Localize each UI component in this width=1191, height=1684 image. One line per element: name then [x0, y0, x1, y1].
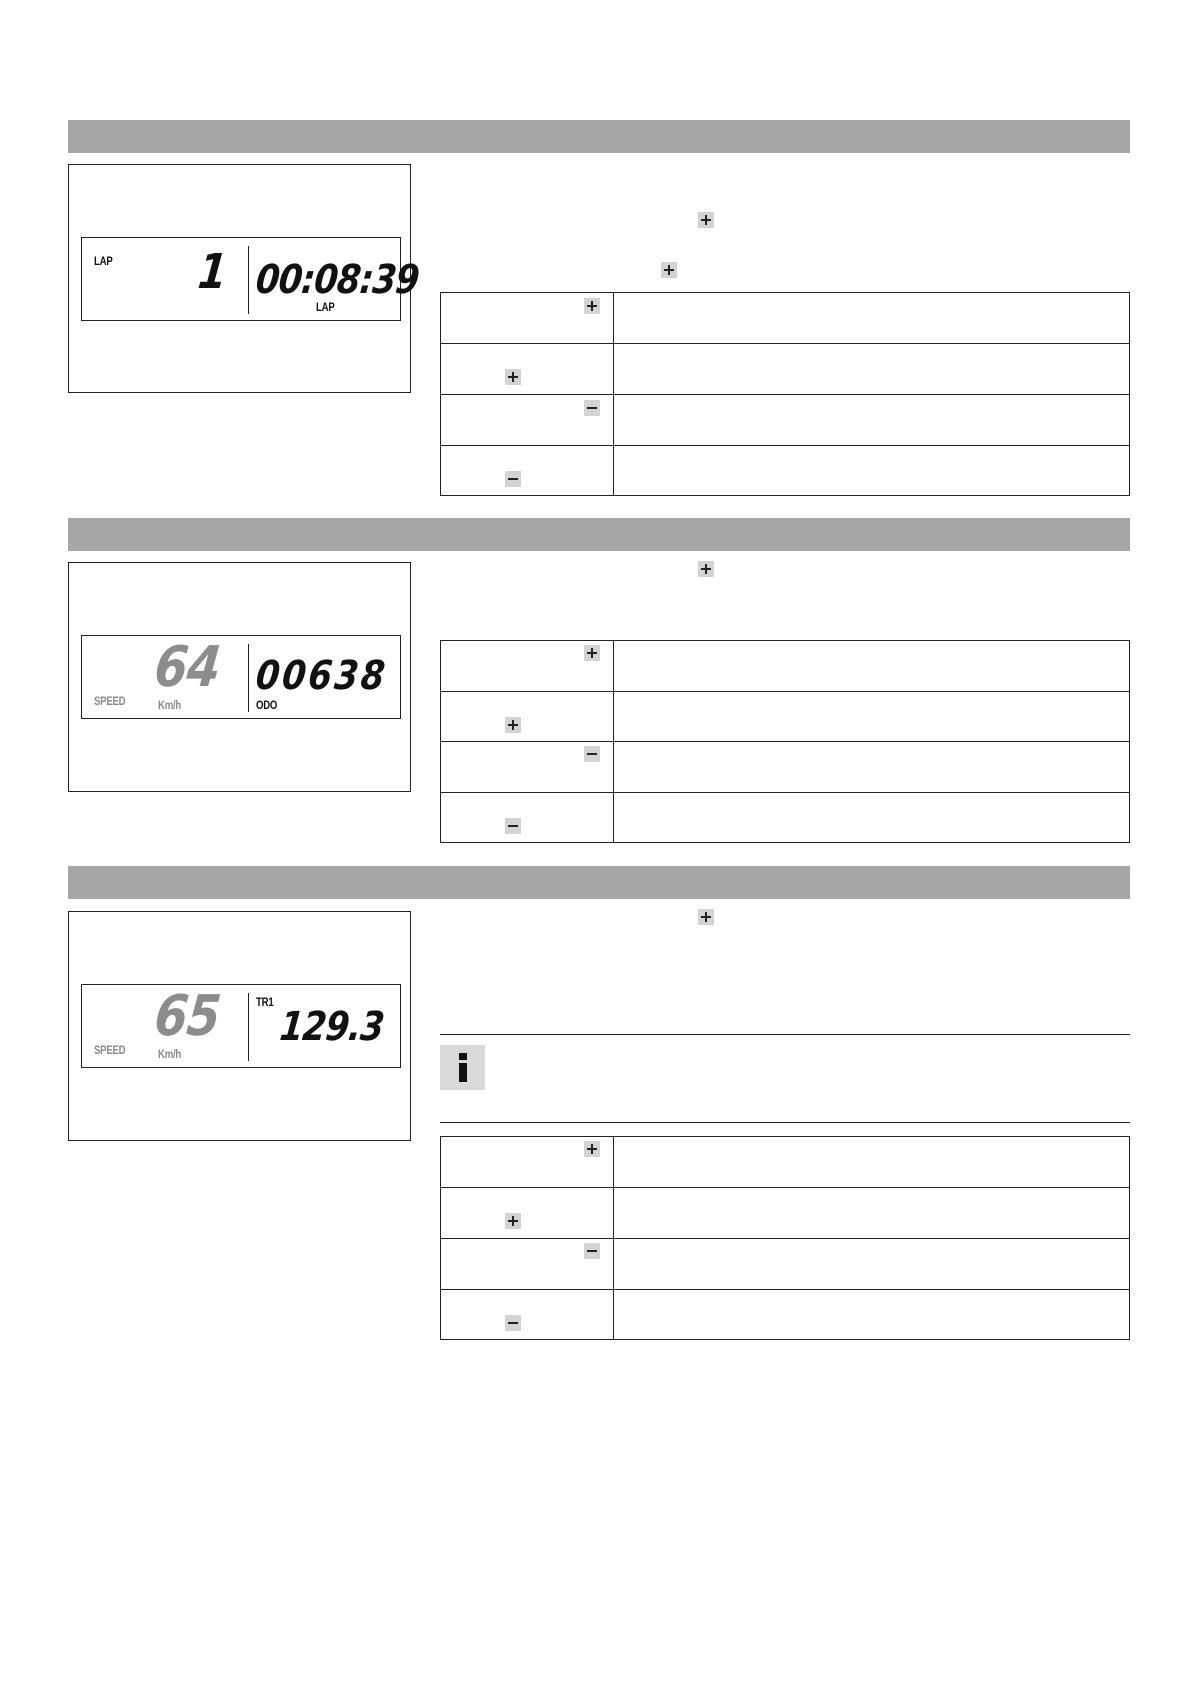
lap-mode-label: LAP	[94, 254, 113, 268]
speed-label: SPEED	[94, 1043, 126, 1057]
speed-unit-label: Km/h	[158, 698, 182, 712]
lap-time: 00:08:39	[253, 257, 421, 303]
table-row	[441, 1239, 1129, 1290]
key-function-table-3	[440, 1136, 1130, 1340]
lap-time-label: LAP	[316, 300, 335, 314]
minus-key-icon	[505, 818, 521, 834]
table-row	[441, 692, 1129, 742]
minus-key-icon	[584, 400, 600, 416]
key-function-table-2	[440, 640, 1130, 843]
display-figure-odo	[68, 562, 411, 792]
speed-unit-label: Km/h	[158, 1047, 182, 1061]
plus-key-icon	[505, 369, 521, 385]
lcd-display	[81, 984, 401, 1068]
minus-key-icon	[505, 471, 521, 487]
display-figure-trip	[68, 911, 411, 1141]
table-row	[441, 793, 1129, 842]
note-rule-top	[440, 1034, 1130, 1035]
plus-key-icon	[698, 561, 714, 577]
note-rule-bottom	[440, 1122, 1130, 1123]
lcd-divider	[248, 993, 249, 1061]
table-row	[441, 446, 1129, 495]
table-row	[441, 641, 1129, 692]
speed-value: 65	[151, 984, 223, 1049]
lap-number: 1	[195, 244, 230, 300]
table-row	[441, 344, 1129, 395]
plus-key-icon	[505, 1213, 521, 1229]
table-row	[441, 1188, 1129, 1239]
plus-key-icon	[698, 212, 714, 228]
lcd-display	[81, 237, 421, 321]
speed-label: SPEED	[94, 694, 126, 708]
minus-key-icon	[584, 1243, 600, 1259]
info-icon	[440, 1045, 485, 1090]
minus-key-icon	[505, 1315, 521, 1331]
lcd-divider	[248, 644, 249, 712]
section-header-bar-3	[68, 866, 1130, 899]
table-row	[441, 1137, 1129, 1188]
plus-key-icon	[584, 645, 600, 661]
odo-value: 00638	[253, 653, 390, 699]
plus-key-icon	[505, 717, 521, 733]
odo-label: ODO	[256, 698, 278, 712]
table-row	[441, 293, 1129, 344]
plus-key-icon	[584, 1141, 600, 1157]
display-figure-lap	[68, 164, 421, 393]
table-row	[441, 1290, 1129, 1339]
speed-value: 64	[151, 635, 223, 700]
lcd-divider	[248, 246, 249, 314]
table-row	[441, 395, 1129, 446]
trip-value: 129.3	[277, 1004, 386, 1050]
lcd-display	[81, 635, 401, 719]
table-row	[441, 742, 1129, 793]
section-header-bar-1	[68, 120, 1130, 153]
plus-key-icon	[584, 298, 600, 314]
plus-key-icon	[661, 262, 677, 278]
trip-label: TR1	[256, 995, 274, 1009]
key-function-table-1	[440, 292, 1130, 496]
minus-key-icon	[584, 746, 600, 762]
plus-key-icon	[698, 909, 714, 925]
section-header-bar-2	[68, 518, 1130, 551]
